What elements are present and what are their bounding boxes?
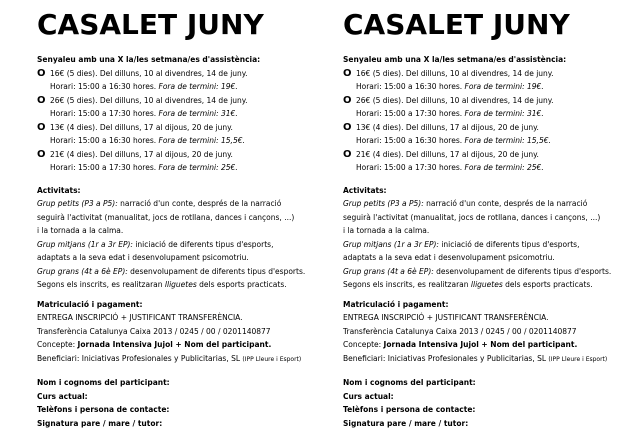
option-price-line: 26€ (5 dies). Del dilluns, 10 al divendres, 14 de juny.: [50, 95, 248, 105]
payment-concept-value: Jornada Intensiva Jujol + Nom del participant.: [383, 340, 578, 349]
activity-mitjans-group-label: Grup mitjans (1r a 3r EP):: [37, 239, 133, 249]
activity-petits-line3: i la tornada a la calma.: [343, 226, 430, 235]
option-late-fee-text: Fora de termini: 15,5€.: [464, 136, 551, 145]
option-text: [356, 67, 625, 94]
activity-mitjans-group-label: Grup mitjans (1r a 3r EP):: [343, 239, 439, 249]
payment-concept-label: Concepte:: [343, 340, 384, 349]
option-text: [356, 94, 625, 121]
option-schedule-text: Horari: 15:00 a 16:30 hores.: [50, 136, 159, 145]
activity-petits-line2: seguirà l'activitat (manualitat, jocs de rotllana, dances i cançons, ...): [343, 212, 601, 222]
payment-concept-value: Jornada Intensiva Jujol + Nom del participant.: [77, 340, 272, 349]
option-radio-bullet[interactable]: O: [343, 67, 352, 79]
option-schedule-line: [50, 134, 327, 148]
activity-grans-desc3: dels esports practicats.: [502, 280, 593, 289]
activity-grans-desc: desenvolupament de diferents tipus d'esports.: [433, 266, 612, 276]
activity-grans-desc3: dels esports practicats.: [196, 280, 287, 289]
activity-petits-line1: [343, 197, 625, 211]
flyer-title: CASALET JUNY: [37, 8, 264, 41]
option-radio-bullet[interactable]: O: [343, 94, 352, 106]
option-schedule-line: [50, 80, 327, 94]
activities-heading: Activitats:: [37, 185, 81, 195]
activities-section: [37, 184, 327, 292]
option-late-fee-text: Fora de termini: 25€.: [464, 163, 544, 172]
option-text: [50, 94, 327, 121]
option-text: [50, 121, 327, 148]
option-late-fee-text: Fora de termini: 31€.: [158, 109, 238, 118]
payment-account-line: Transferència Catalunya Caixa 2013 / 0245 / 00 / 0201140877: [37, 326, 271, 336]
option-schedule-line: [50, 107, 327, 121]
flyer-title: CASALET JUNY: [343, 8, 570, 41]
activity-grans-desc: desenvolupament de diferents tipus d'esports.: [127, 266, 306, 276]
activity-petits-group-label: Grup petits (P3 a P5):: [343, 199, 424, 208]
option-schedule-line: [356, 80, 625, 94]
option-schedule-text: Horari: 15:00 a 17:30 hores.: [50, 163, 159, 172]
option-text: [50, 148, 327, 175]
activity-mitjans-desc: iniciació de diferents tipus d'esports,: [438, 239, 580, 249]
activity-grans-desc2: Segons els inscrits, es realitzaran: [343, 280, 471, 289]
payment-section: [37, 298, 327, 367]
option-radio-bullet[interactable]: O: [37, 67, 46, 79]
form-field-participant-name: Nom i cognoms del participant:: [37, 378, 170, 387]
option-radio-bullet[interactable]: O: [37, 94, 46, 106]
option-schedule-text: Horari: 15:00 a 17:30 hores.: [356, 163, 465, 172]
option-schedule-text: Horari: 15:00 a 16:30 hores.: [50, 82, 159, 91]
payment-concept-line: [37, 338, 327, 352]
activity-grans-desc2: Segons els inscrits, es realitzaran: [37, 280, 165, 289]
option-price-line: 26€ (5 dies). Del dilluns, 10 al divendres, 14 de juny.: [356, 95, 554, 105]
activity-grans-line1: [37, 265, 327, 279]
option-text: [356, 148, 625, 175]
option-radio-bullet[interactable]: O: [37, 148, 46, 160]
option-price-line: 13€ (4 dies). Del dilluns, 17 al dijous, 20 de juny.: [356, 122, 539, 132]
payment-concept-label: Concepte:: [37, 340, 78, 349]
attendance-option-3: [343, 121, 625, 148]
form-section: [343, 376, 625, 430]
payment-heading: Matriculació i pagament:: [37, 299, 143, 309]
attendance-option-1: [37, 67, 327, 94]
payment-beneficiary-text: Beneficiari: Iniciativas Profesionales y Publicitarias, SL: [37, 353, 243, 363]
option-late-fee-text: Fora de termini: 25€.: [158, 163, 238, 172]
option-schedule-text: Horari: 15:00 a 16:30 hores.: [356, 136, 465, 145]
flyer-column-right: [343, 0, 625, 430]
activity-grans-group-label: Grup grans (4t a 6è EP):: [37, 266, 128, 276]
option-radio-bullet[interactable]: O: [343, 148, 352, 160]
option-price-line: 16€ (5 dies). Del dilluns, 10 al divendres, 14 de juny.: [50, 68, 248, 78]
attendance-option-1: [343, 67, 625, 94]
payment-beneficiary-line: [343, 352, 625, 367]
attendance-option-4: [37, 148, 327, 175]
activity-grans-line1: [343, 265, 625, 279]
option-schedule-text: Horari: 15:00 a 16:30 hores.: [356, 82, 465, 91]
activity-grans-lliguetes: lliguetes: [164, 280, 197, 289]
activity-petits-group-label: Grup petits (P3 a P5):: [37, 199, 118, 208]
option-schedule-line: [356, 161, 625, 175]
payment-heading: Matriculació i pagament:: [343, 299, 449, 309]
flyer-body: [343, 53, 625, 430]
form-field-participant-name: Nom i cognoms del participant:: [343, 378, 476, 387]
activity-mitjans-desc: iniciació de diferents tipus d'esports,: [132, 239, 274, 249]
option-schedule-line: [50, 161, 327, 175]
form-field-current-course: Curs actual:: [343, 391, 394, 401]
flyer-body: [37, 53, 327, 430]
attendance-option-2: [343, 94, 625, 121]
activity-petits-desc: narració d'un conte, després de la narració: [423, 199, 588, 208]
activities-heading: Activitats:: [343, 185, 387, 195]
option-late-fee-text: Fora de termini: 15,5€.: [158, 136, 245, 145]
payment-account-line: Transferència Catalunya Caixa 2013 / 0245 / 00 / 0201140877: [343, 326, 577, 336]
option-price-line: 16€ (5 dies). Del dilluns, 10 al divendres, 14 de juny.: [356, 68, 554, 78]
payment-concept-line: [343, 338, 625, 352]
form-field-parent-signature: Signatura pare / mare / tutor:: [37, 418, 163, 428]
form-field-current-course: Curs actual:: [37, 391, 88, 401]
attendance-option-3: [37, 121, 327, 148]
payment-delivery-line: ENTREGA INSCRIPCIÓ + JUSTIFICANT TRANSFERÈNCIA.: [37, 313, 243, 322]
form-field-contact-phones: Telèfons i persona de contacte:: [37, 405, 170, 414]
activity-grans-lliguetes: lliguetes: [470, 280, 503, 289]
activities-section: [343, 184, 625, 292]
attendance-heading: Senyaleu amb una X la/les setmana/es d'assistència:: [37, 55, 261, 64]
option-schedule-text: Horari: 15:00 a 17:30 hores.: [50, 109, 159, 118]
activity-petits-line2: seguirà l'activitat (manualitat, jocs de rotllana, dances i cançons, ...): [37, 212, 295, 222]
payment-beneficiary-note: (IPP Lleure i Esport): [548, 355, 608, 363]
activity-mitjans-line1: [343, 238, 625, 252]
payment-beneficiary-line: [37, 352, 327, 367]
activity-grans-line2: [343, 278, 625, 292]
activity-mitjans-line1: [37, 238, 327, 252]
form-section: [37, 376, 327, 430]
option-schedule-text: Horari: 15:00 a 17:30 hores.: [356, 109, 465, 118]
option-text: [50, 67, 327, 94]
form-field-parent-signature: Signatura pare / mare / tutor:: [343, 418, 469, 428]
activity-petits-line3: i la tornada a la calma.: [37, 226, 124, 235]
payment-beneficiary-note: (IPP Lleure i Esport): [242, 355, 302, 363]
option-late-fee-text: Fora de termini: 31€.: [464, 109, 544, 118]
activity-grans-line2: [37, 278, 327, 292]
option-radio-bullet[interactable]: O: [37, 121, 46, 133]
attendance-heading: Senyaleu amb una X la/les setmana/es d'assistència:: [343, 55, 567, 64]
attendance-option-2: [37, 94, 327, 121]
option-text: [356, 121, 625, 148]
activity-petits-line1: [37, 197, 327, 211]
option-schedule-line: [356, 134, 625, 148]
option-price-line: 21€ (4 dies). Del dilluns, 17 al dijous, 20 de juny.: [356, 149, 539, 159]
form-field-contact-phones: Telèfons i persona de contacte:: [343, 405, 476, 414]
activity-mitjans-line2: adaptats a la seva edat i desenvolupament psicomotriu.: [37, 253, 249, 262]
option-radio-bullet[interactable]: O: [343, 121, 352, 133]
option-price-line: 21€ (4 dies). Del dilluns, 17 al dijous, 20 de juny.: [50, 149, 233, 159]
option-late-fee-text: Fora de termini: 19€.: [464, 82, 544, 91]
activity-mitjans-line2: adaptats a la seva edat i desenvolupament psicomotriu.: [343, 253, 555, 262]
option-price-line: 13€ (4 dies). Del dilluns, 17 al dijous, 20 de juny.: [50, 122, 233, 132]
activity-petits-desc: narració d'un conte, després de la narració: [117, 199, 282, 208]
option-late-fee-text: Fora de termini: 19€.: [158, 82, 238, 91]
payment-delivery-line: ENTREGA INSCRIPCIÓ + JUSTIFICANT TRANSFERÈNCIA.: [343, 313, 549, 322]
option-schedule-line: [356, 107, 625, 121]
activity-grans-group-label: Grup grans (4t a 6è EP):: [343, 266, 434, 276]
attendance-option-4: [343, 148, 625, 175]
payment-beneficiary-text: Beneficiari: Iniciativas Profesionales y Publicitarias, SL: [343, 353, 549, 363]
flyer-column-left: [37, 0, 327, 430]
payment-section: [343, 298, 625, 367]
